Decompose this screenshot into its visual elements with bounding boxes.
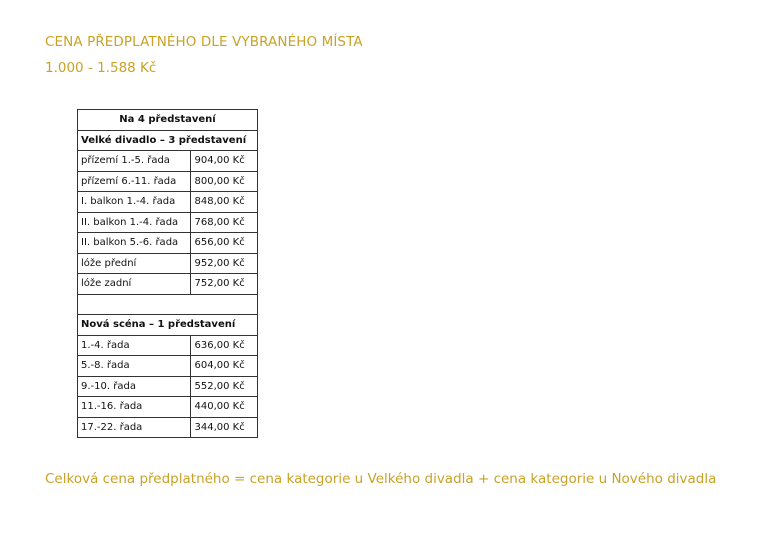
seat-category: přízemí 1.-5. řada xyxy=(78,151,191,172)
section-header-row xyxy=(78,130,258,151)
table-row xyxy=(78,192,258,213)
seat-category: 11.-16. řada xyxy=(78,397,191,418)
table-row xyxy=(78,417,258,438)
footer-note: Celková cena předplatného = cena kategorie u Velkého divadla + cena kategorie u Nového divadla xyxy=(45,471,717,487)
table-row xyxy=(78,376,258,397)
seat-category: 9.-10. řada xyxy=(78,376,191,397)
seat-price: 636,00 Kč xyxy=(191,335,258,356)
seat-price: 552,00 Kč xyxy=(191,376,258,397)
table-row xyxy=(78,171,258,192)
price-table-body xyxy=(78,110,258,438)
seat-price: 768,00 Kč xyxy=(191,212,258,233)
seat-category: lóže přední xyxy=(78,253,191,274)
section-header-row xyxy=(78,315,258,336)
price-range: 1.000 - 1.588 Kč xyxy=(45,60,157,76)
table-row xyxy=(78,233,258,254)
seat-price: 344,00 Kč xyxy=(191,417,258,438)
table-row xyxy=(78,397,258,418)
table-row xyxy=(78,335,258,356)
price-table xyxy=(77,109,258,438)
seat-category: 1.-4. řada xyxy=(78,335,191,356)
section-title: Velké divadlo – 3 představení xyxy=(78,130,258,151)
table-row xyxy=(78,151,258,172)
seat-price: 752,00 Kč xyxy=(191,274,258,295)
seat-price: 440,00 Kč xyxy=(191,397,258,418)
seat-price: 848,00 Kč xyxy=(191,192,258,213)
seat-category: lóže zadní xyxy=(78,274,191,295)
seat-price: 952,00 Kč xyxy=(191,253,258,274)
seat-category: II. balkon 1.-4. řada xyxy=(78,212,191,233)
table-row xyxy=(78,212,258,233)
seat-category: 17.-22. řada xyxy=(78,417,191,438)
section-title: Nová scéna – 1 představení xyxy=(78,315,258,336)
table-spacer-row xyxy=(78,294,258,315)
seat-price: 904,00 Kč xyxy=(191,151,258,172)
seat-price: 800,00 Kč xyxy=(191,171,258,192)
table-title: Na 4 představení xyxy=(78,110,258,131)
page-heading: CENA PŘEDPLATNÉHO DLE VYBRANÉHO MÍSTA xyxy=(45,34,363,50)
table-title-row xyxy=(78,110,258,131)
table-spacer-cell xyxy=(78,294,258,315)
seat-category: II. balkon 5.-6. řada xyxy=(78,233,191,254)
seat-category: 5.-8. řada xyxy=(78,356,191,377)
seat-price: 656,00 Kč xyxy=(191,233,258,254)
seat-category: I. balkon 1.-4. řada xyxy=(78,192,191,213)
table-row xyxy=(78,356,258,377)
table-row xyxy=(78,253,258,274)
seat-category: přízemí 6.-11. řada xyxy=(78,171,191,192)
seat-price: 604,00 Kč xyxy=(191,356,258,377)
table-row xyxy=(78,274,258,295)
